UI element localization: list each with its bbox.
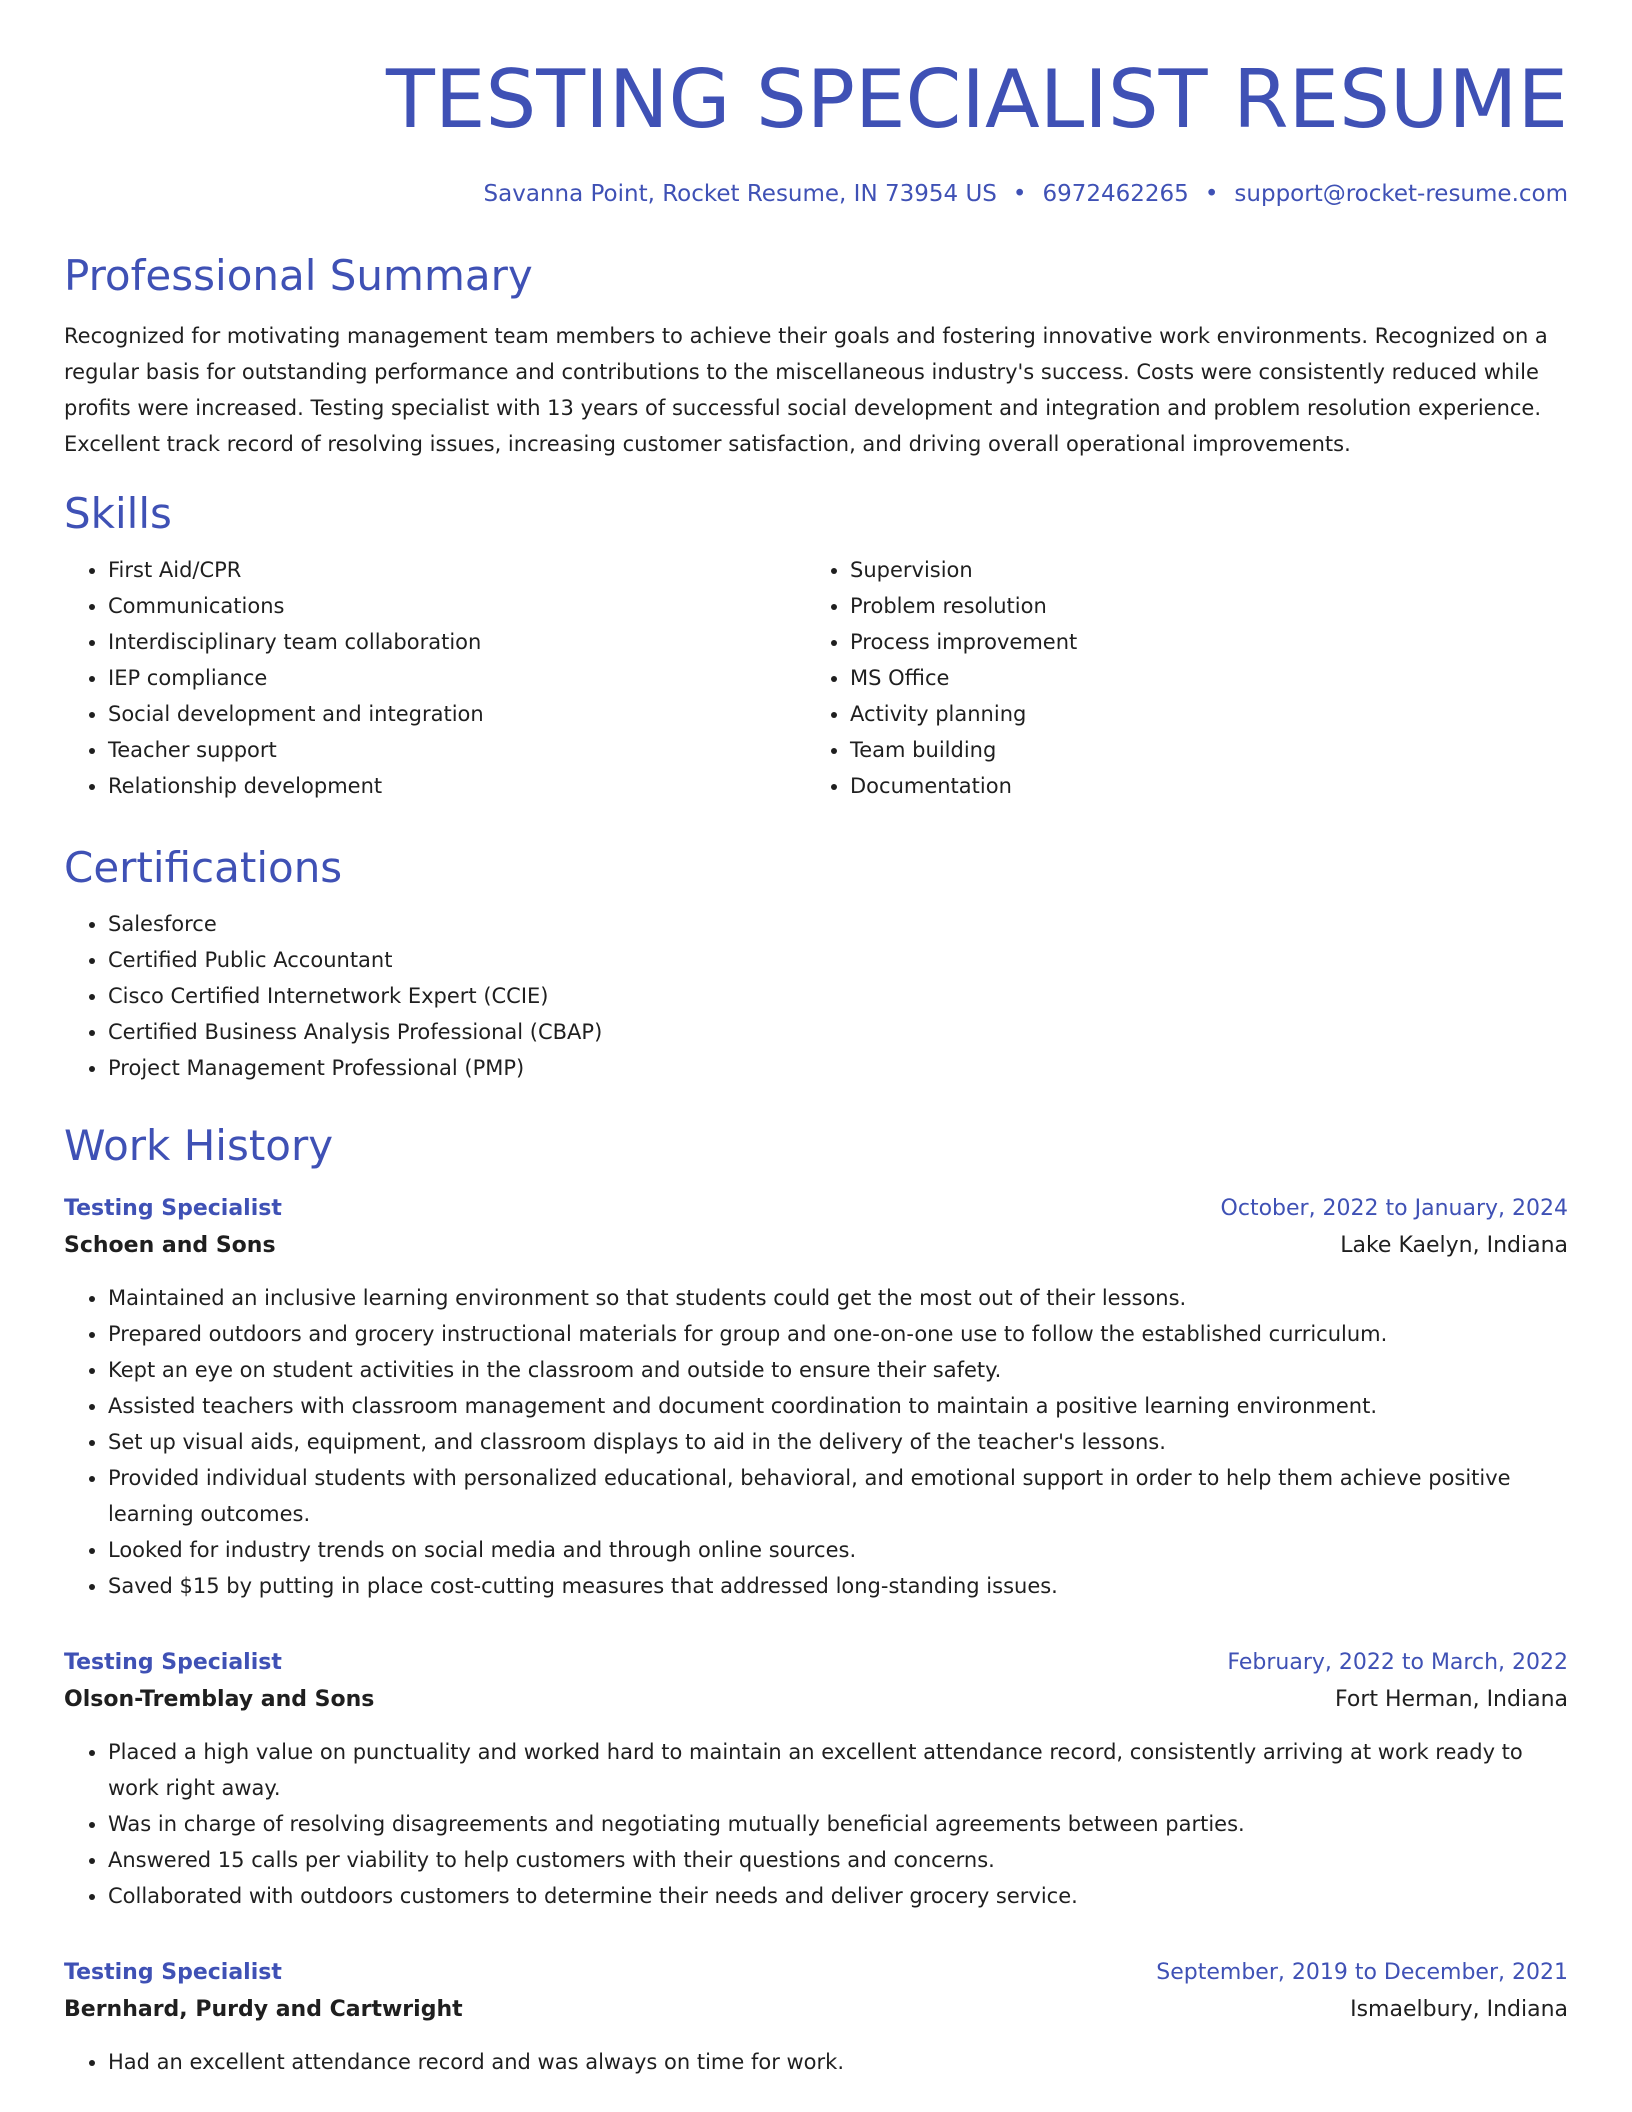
job-title: Testing Specialist — [64, 1650, 282, 1675]
skill-item: • Team building — [850, 732, 1548, 768]
job-location: Ismaelbury, Indiana — [1350, 1997, 1568, 2022]
skill-item: • Activity planning — [850, 696, 1548, 732]
skill-item: • IEP compliance — [108, 660, 806, 696]
job-header — [64, 1644, 1568, 1682]
skills-columns — [64, 552, 1568, 804]
job-subheader — [64, 1992, 1568, 2028]
job-bullet: • Was in charge of resolving disagreements and negotiating mutually beneficial agreements between parties. — [108, 1806, 1568, 1842]
skills-heading: Skills — [64, 489, 172, 538]
contact-separator: • — [1012, 181, 1027, 207]
job-bullets — [64, 1280, 1568, 1604]
resume-title: TESTING SPECIALIST RESUME — [386, 53, 1568, 146]
certification-item: • Project Management Professional (PMP) — [108, 1050, 1568, 1086]
skill-item: • Social development and integration — [108, 696, 806, 732]
job-subheader — [64, 1228, 1568, 1264]
resume-page — [64, 0, 1568, 2080]
skill-item: • Relationship development — [108, 768, 806, 804]
skill-item: • Process improvement — [850, 624, 1548, 660]
skill-item: • Communications — [108, 588, 806, 624]
skill-item: • Documentation — [850, 768, 1548, 804]
certifications-list — [64, 906, 1568, 1086]
job-dates: September, 2019 to December, 2021 — [1156, 1960, 1568, 1985]
contact-separator: • — [1204, 181, 1219, 207]
job-bullet: • Set up visual aids, equipment, and classroom displays to aid in the delivery of the teacher's lessons. — [108, 1424, 1568, 1460]
job-bullets — [64, 1734, 1568, 1914]
certification-item: • Cisco Certified Internetwork Expert (CCIE) — [108, 978, 1568, 1014]
job-bullet: • Saved $15 by putting in place cost-cutting measures that addressed long-standing issues. — [108, 1568, 1568, 1604]
skill-item: • Teacher support — [108, 732, 806, 768]
job-header — [64, 1190, 1568, 1228]
job-bullet: • Prepared outdoors and grocery instructional materials for group and one-on-one use to follow the established curriculum. — [108, 1316, 1568, 1352]
certification-item: • Salesforce — [108, 906, 1568, 942]
job-bullet: • Maintained an inclusive learning environment so that students could get the most out of their lessons. — [108, 1280, 1568, 1316]
job-bullet: • Looked for industry trends on social media and through online sources. — [108, 1532, 1568, 1568]
job-entry — [64, 1954, 1568, 2080]
job-bullet: • Placed a high value on punctuality and worked hard to maintain an excellent attendance record, consistently arriving at work ready to work right away. — [108, 1734, 1568, 1806]
job-company: Olson-Tremblay and Sons — [64, 1687, 375, 1712]
job-header — [64, 1954, 1568, 1992]
skill-item: • First Aid/CPR — [108, 552, 806, 588]
certification-item: • Certified Public Accountant — [108, 942, 1568, 978]
job-dates: October, 2022 to January, 2024 — [1220, 1196, 1568, 1221]
job-location: Fort Herman, Indiana — [1335, 1687, 1568, 1712]
job-bullet: • Kept an eye on student activities in the classroom and outside to ensure their safety. — [108, 1352, 1568, 1388]
skill-item: • Problem resolution — [850, 588, 1548, 624]
skill-item: • Supervision — [850, 552, 1548, 588]
contact-line — [64, 178, 1568, 210]
summary-heading: Professional Summary — [64, 251, 533, 300]
job-subheader — [64, 1682, 1568, 1718]
summary-text: Recognized for motivating management team members to achieve their goals and fostering innovative work environments. Recognized on a regular basis for outstanding performance and contributions to the miscellaneous industry's success. Costs were consistently reduced while profits were increased. Testing specialist with 13 years of successful social development and integration and problem resolution experience. Excellent track record of resolving issues, increasing customer satisfaction, and driving overall operational improvements. — [64, 324, 1548, 456]
job-bullet: • Assisted teachers with classroom management and document coordination to maintain a positive learning environment. — [108, 1388, 1568, 1424]
certification-item: • Certified Business Analysis Professional (CBAP) — [108, 1014, 1568, 1050]
skill-item: • MS Office — [850, 660, 1548, 696]
contact-address: Savanna Point, Rocket Resume, IN 73954 US — [483, 181, 997, 207]
job-bullets — [64, 2044, 1568, 2080]
job-bullet: • Provided individual students with personalized educational, behavioral, and emotional support in order to help them achieve positive learning outcomes. — [108, 1460, 1568, 1532]
skills-list-right — [806, 552, 1548, 804]
job-entry — [64, 1190, 1568, 1604]
job-bullet: • Collaborated with outdoors customers to determine their needs and deliver grocery service. — [108, 1878, 1568, 1914]
certifications-heading: Certifications — [64, 843, 343, 892]
job-location: Lake Kaelyn, Indiana — [1340, 1233, 1568, 1258]
skills-list-left — [64, 552, 806, 804]
job-company: Bernhard, Purdy and Cartwright — [64, 1997, 463, 2022]
work-history-heading: Work History — [64, 1121, 334, 1170]
job-company: Schoen and Sons — [64, 1233, 276, 1258]
contact-email: support@rocket-resume.com — [1234, 181, 1568, 207]
job-title: Testing Specialist — [64, 1196, 282, 1221]
job-title: Testing Specialist — [64, 1960, 282, 1985]
contact-phone: 6972462265 — [1042, 181, 1189, 207]
job-entry — [64, 1644, 1568, 1914]
job-dates: February, 2022 to March, 2022 — [1227, 1650, 1568, 1675]
job-bullet: • Answered 15 calls per viability to help customers with their questions and concerns. — [108, 1842, 1568, 1878]
job-bullet: • Had an excellent attendance record and was always on time for work. — [108, 2044, 1568, 2080]
skill-item: • Interdisciplinary team collaboration — [108, 624, 806, 660]
